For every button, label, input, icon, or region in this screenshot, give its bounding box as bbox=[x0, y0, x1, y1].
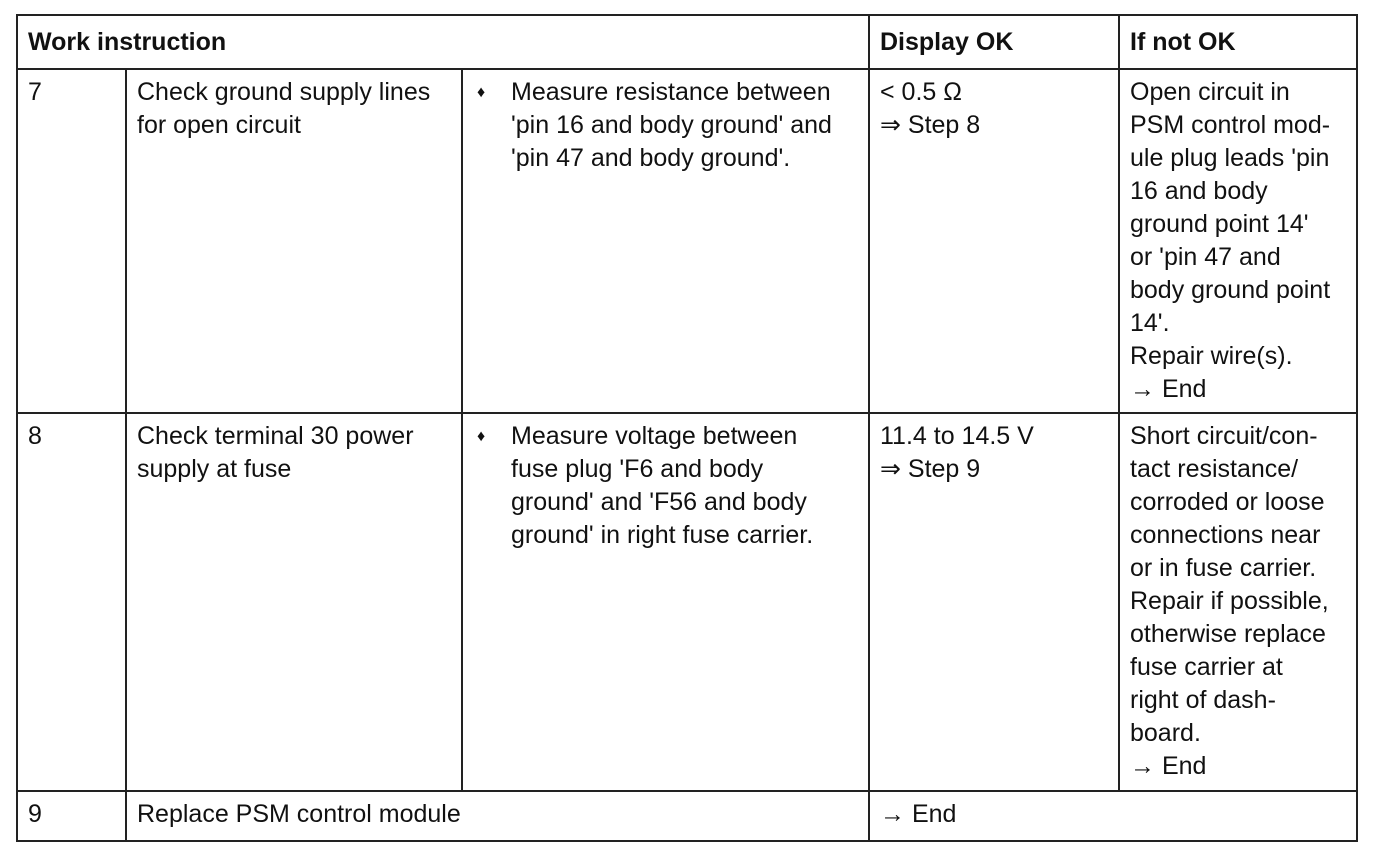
work-instruction-table-page bbox=[16, 14, 1356, 852]
work-instruction-table bbox=[16, 14, 1358, 842]
if-not-ok-line: otherwise replace bbox=[1130, 620, 1326, 648]
instruction-cell bbox=[462, 413, 869, 791]
display-ok-cell bbox=[869, 413, 1119, 791]
if-not-ok-line: fuse carrier at bbox=[1130, 653, 1283, 681]
if-not-ok-line: right of dash- bbox=[1130, 686, 1276, 714]
task-description: Check terminal 30 power supply at fuse bbox=[126, 413, 462, 791]
diamond-bullet-icon: ♦ bbox=[477, 84, 486, 101]
display-ok-value: < 0.5 Ω bbox=[880, 78, 962, 106]
if-not-ok-cell bbox=[1119, 413, 1357, 791]
step-number: 9 bbox=[17, 791, 126, 841]
if-not-ok-line: 14'. bbox=[1130, 309, 1170, 337]
step-number: 7 bbox=[17, 69, 126, 413]
table-row bbox=[17, 791, 1357, 841]
if-not-ok-line: Short circuit/con- bbox=[1130, 422, 1318, 450]
table-row bbox=[17, 69, 1357, 413]
if-not-ok-line: Repair if possible, bbox=[1130, 587, 1329, 615]
display-ok-cell bbox=[869, 69, 1119, 413]
task-description: Check ground supply lines for open circuit bbox=[126, 69, 462, 413]
instruction-text: Measure voltage between fuse plug 'F6 and body ground' and 'F56 and body ground' in right fuse carrier. bbox=[511, 422, 814, 549]
header-work-instruction: Work instruction bbox=[17, 15, 869, 69]
display-ok-next-step: ⇒ Step 9 bbox=[880, 455, 981, 483]
header-display-ok: Display OK bbox=[869, 15, 1119, 69]
step-number: 8 bbox=[17, 413, 126, 791]
header-if-not-ok: If not OK bbox=[1119, 15, 1357, 69]
if-not-ok-line: 16 and body bbox=[1130, 177, 1268, 205]
display-ok-value: 11.4 to 14.5 V bbox=[880, 422, 1034, 450]
if-not-ok-line: ule plug leads 'pin bbox=[1130, 144, 1330, 172]
instruction-cell bbox=[462, 69, 869, 413]
if-not-ok-line: → End bbox=[1130, 375, 1207, 403]
if-not-ok-line: or 'pin 47 and bbox=[1130, 243, 1281, 271]
if-not-ok-line: connections near bbox=[1130, 521, 1321, 549]
instruction-text: Measure resistance between 'pin 16 and body ground' and 'pin 47 and body ground'. bbox=[511, 78, 832, 172]
if-not-ok-line: body ground point bbox=[1130, 276, 1331, 304]
if-not-ok-line: ground point 14' bbox=[1130, 210, 1309, 238]
if-not-ok-line: corroded or loose bbox=[1130, 488, 1325, 516]
table-row bbox=[17, 413, 1357, 791]
if-not-ok-line: Repair wire(s). bbox=[1130, 342, 1293, 370]
task-description: Replace PSM control module bbox=[126, 791, 869, 841]
diamond-bullet-icon: ♦ bbox=[477, 428, 486, 445]
if-not-ok-line: tact resistance/ bbox=[1130, 455, 1299, 483]
if-not-ok-cell bbox=[1119, 69, 1357, 413]
if-not-ok-line: or in fuse carrier. bbox=[1130, 554, 1317, 582]
if-not-ok-line: PSM control mod- bbox=[1130, 111, 1331, 139]
display-ok-next-step: ⇒ Step 8 bbox=[880, 111, 981, 139]
table-header-row bbox=[17, 15, 1357, 69]
if-not-ok-line: board. bbox=[1130, 719, 1201, 747]
display-ok-cell: → End bbox=[869, 791, 1357, 841]
if-not-ok-line: Open circuit in bbox=[1130, 78, 1290, 106]
if-not-ok-line: → End bbox=[1130, 752, 1207, 780]
